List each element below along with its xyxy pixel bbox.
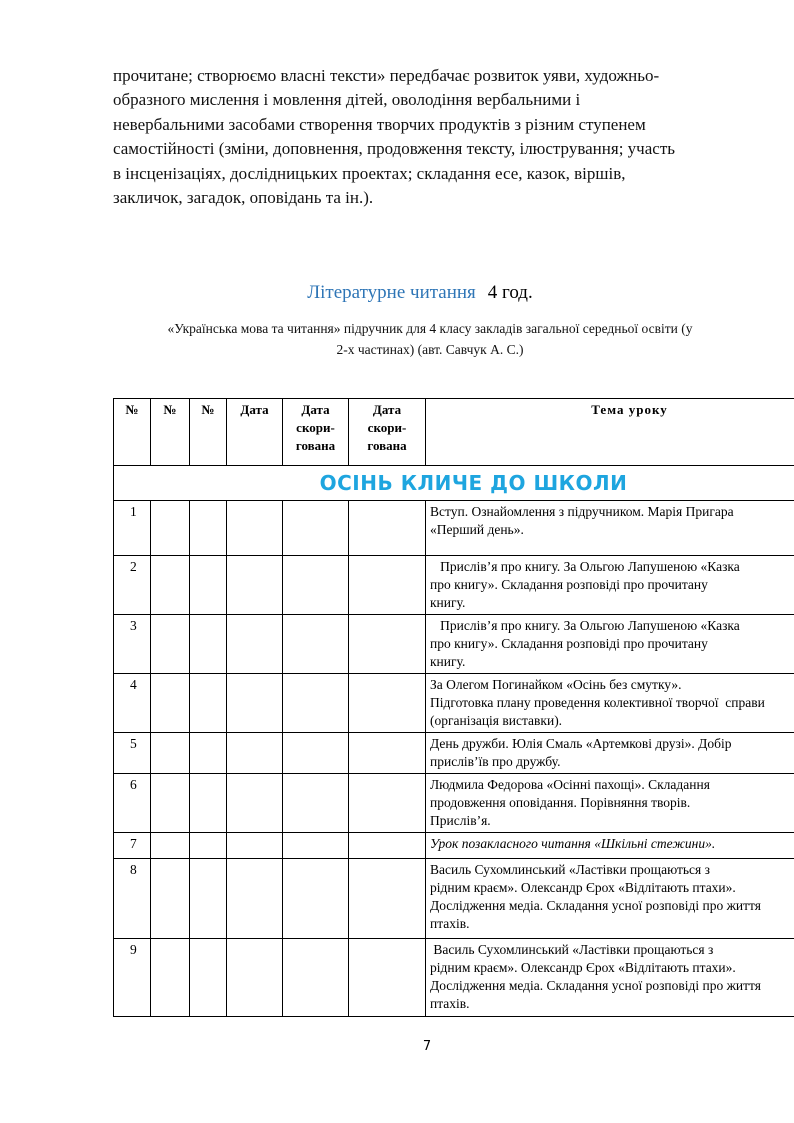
lesson-topic <box>426 674 794 733</box>
empty-cell <box>151 939 190 1017</box>
intro-line: прочитане; створюємо власні тексти» передбачає розвиток уяви, художньо- <box>113 66 660 85</box>
lesson-topic-line: Вступ. Ознайомлення з підручником. Марія Пригара <box>430 504 734 519</box>
lesson-topic-line: (організація виставки). <box>430 713 563 728</box>
section-heading-row <box>114 466 794 501</box>
empty-cell <box>349 859 426 939</box>
empty-cell <box>151 833 190 859</box>
table-row <box>114 833 794 859</box>
lesson-topic-line: рідним краєм». Олександр Єрох «Відлітають птахи». <box>430 880 736 895</box>
empty-cell <box>190 501 227 556</box>
header-corrected-date-1: Дата скори- гована <box>283 399 349 466</box>
header-date: Дата <box>227 399 283 466</box>
lesson-topic-line: книгу. <box>430 654 466 669</box>
lesson-topic <box>426 556 794 615</box>
empty-cell <box>227 733 283 774</box>
lesson-topic <box>426 833 794 859</box>
lesson-topic-line: Людмила Федорова «Осінні пахощі». Складання <box>430 777 710 792</box>
lesson-topic-line: Прислів’я. <box>430 813 491 828</box>
empty-cell <box>227 501 283 556</box>
page-number: 7 <box>422 1039 432 1054</box>
empty-cell <box>227 833 283 859</box>
lesson-number: 7 <box>114 833 151 859</box>
empty-cell <box>283 674 349 733</box>
lesson-topic-line: Урок позакласного читання «Шкільні стежини». <box>430 836 716 851</box>
lesson-table-wrapper <box>113 398 794 1018</box>
table-row <box>114 556 794 615</box>
empty-cell <box>283 859 349 939</box>
empty-cell <box>151 501 190 556</box>
table-row <box>114 674 794 733</box>
lesson-number: 8 <box>114 859 151 939</box>
empty-cell <box>190 674 227 733</box>
empty-cell <box>190 733 227 774</box>
lesson-topic <box>426 733 794 774</box>
intro-line: самостійності (зміни, доповнення, продовження тексту, ілюстрування; участь <box>113 139 675 159</box>
lesson-number: 2 <box>114 556 151 615</box>
empty-cell <box>151 774 190 833</box>
lesson-topic-line: День дружби. Юлія Смаль «Артемкові друзі». Добір <box>430 736 732 751</box>
lesson-topic-line: Підготовка плану проведення колективної творчої справи <box>430 695 765 710</box>
empty-cell <box>283 833 349 859</box>
empty-cell <box>283 733 349 774</box>
intro-line: образного мислення і мовлення дітей, оволодіння вербальними і <box>113 90 581 110</box>
empty-cell <box>151 615 190 674</box>
lesson-topic-line: книгу. <box>430 595 466 610</box>
lesson-number: 1 <box>114 501 151 556</box>
empty-cell <box>227 939 283 1017</box>
table-row <box>114 774 794 833</box>
lesson-topic <box>426 939 794 1017</box>
empty-cell <box>190 939 227 1017</box>
empty-cell <box>190 859 227 939</box>
subject-title: Літературне читання <box>307 282 476 303</box>
lesson-topic-line: про книгу». Складання розповіді про прочитану <box>430 636 708 651</box>
intro-line: невербальними засобами створення творчих продуктів з різним ступенем <box>113 114 646 134</box>
empty-cell <box>151 674 190 733</box>
lesson-topic-line: Дослідження медіа. Складання усної розповіді про життя <box>430 898 761 913</box>
table-row <box>114 615 794 674</box>
table-row <box>114 939 794 1017</box>
lesson-topic-line: птахів. <box>430 996 470 1011</box>
empty-cell <box>349 939 426 1017</box>
lesson-table <box>113 398 794 1017</box>
lesson-topic-line: прислів’їв про дружбу. <box>430 754 561 769</box>
section-title <box>0 282 794 304</box>
empty-cell <box>190 615 227 674</box>
lesson-topic-line: продовження оповідання. Порівняння творів. <box>430 795 691 810</box>
empty-cell <box>349 556 426 615</box>
lesson-topic-line: Прислів’я про книгу. За Ольгою Лапушеною «Казка <box>430 559 740 574</box>
lesson-number: 5 <box>114 733 151 774</box>
lesson-topic-line: Василь Сухомлинський «Ластівки прощаються з <box>430 862 710 877</box>
empty-cell <box>151 859 190 939</box>
empty-cell <box>283 615 349 674</box>
empty-cell <box>349 674 426 733</box>
empty-cell <box>227 615 283 674</box>
table-row <box>114 733 794 774</box>
empty-cell <box>283 774 349 833</box>
empty-cell <box>190 774 227 833</box>
hours-label: 4 год. <box>487 282 533 303</box>
empty-cell <box>349 833 426 859</box>
lesson-topic-line: «Перший день». <box>430 522 524 537</box>
lesson-topic <box>426 501 794 556</box>
empty-cell <box>151 556 190 615</box>
lesson-number: 3 <box>114 615 151 674</box>
empty-cell <box>227 774 283 833</box>
lesson-topic <box>426 615 794 674</box>
empty-cell <box>190 833 227 859</box>
empty-cell <box>151 733 190 774</box>
empty-cell <box>227 556 283 615</box>
lesson-topic-line: птахів. <box>430 916 470 931</box>
header-number-3: № <box>190 399 227 466</box>
subtitle-line: «Українська мова та читання» підручник для 4 класу закладів загальної середньої освіти (у <box>167 321 693 336</box>
lesson-topic-line: Дослідження медіа. Складання усної розповіді про життя <box>430 978 761 993</box>
subtitle-line: 2-х частинах) (авт. Савчук А. С.) <box>336 342 524 357</box>
header-lesson-topic: Тема уроку <box>426 399 794 466</box>
header-corrected-date-2: Дата скори- гована <box>349 399 426 466</box>
empty-cell <box>349 733 426 774</box>
intro-paragraph <box>113 64 753 210</box>
lesson-topic-line: Василь Сухомлинський «Ластівки прощаються з <box>430 942 714 957</box>
table-row <box>114 501 794 556</box>
textbook-subtitle <box>100 318 760 360</box>
empty-cell <box>349 501 426 556</box>
lesson-topic-line: За Олегом Погинайком «Осінь без смутку». <box>430 677 682 692</box>
header-number-2: № <box>151 399 190 466</box>
table-header-row <box>114 399 794 466</box>
lesson-number: 9 <box>114 939 151 1017</box>
header-number-1: № <box>114 399 151 466</box>
lesson-topic-line: Прислів’я про книгу. За Ольгою Лапушеною «Казка <box>430 618 740 633</box>
lesson-topic-line: про книгу». Складання розповіді про прочитану <box>430 577 708 592</box>
empty-cell <box>227 674 283 733</box>
intro-line: закличок, загадок, оповідань та ін.). <box>113 188 374 208</box>
empty-cell <box>190 556 227 615</box>
lesson-topic-line: рідним краєм». Олександр Єрох «Відлітають птахи». <box>430 960 736 975</box>
lesson-number: 6 <box>114 774 151 833</box>
section-heading: ОСІНЬ КЛИЧЕ ДО ШКОЛИ <box>114 466 794 501</box>
empty-cell <box>283 939 349 1017</box>
table-row <box>114 859 794 939</box>
intro-line: в інсценізаціях, дослідницьких проектах; складання есе, казок, віршів, <box>113 163 626 183</box>
lesson-topic <box>426 859 794 939</box>
empty-cell <box>283 556 349 615</box>
empty-cell <box>349 615 426 674</box>
empty-cell <box>349 774 426 833</box>
lesson-topic <box>426 774 794 833</box>
lesson-number: 4 <box>114 674 151 733</box>
empty-cell <box>227 859 283 939</box>
empty-cell <box>283 501 349 556</box>
